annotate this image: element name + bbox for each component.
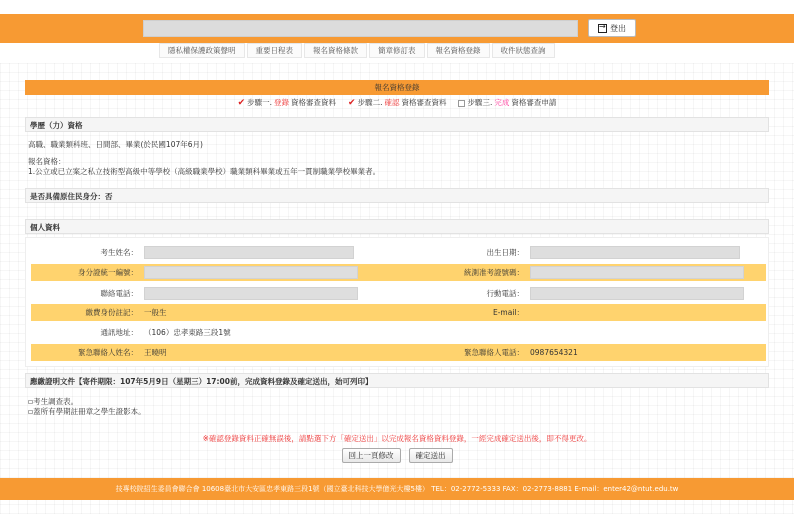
- table-row: [31, 304, 766, 321]
- step-2: [348, 96, 446, 110]
- step-1: [238, 96, 336, 110]
- value-email: [526, 304, 756, 321]
- table-row: [31, 244, 766, 261]
- nav-receipt-status[interactable]: 收件狀態查詢: [492, 43, 555, 58]
- step-3-suffix: 資格審查申請: [511, 98, 557, 107]
- logout-button[interactable]: [588, 19, 636, 37]
- step-1-prefix: 步驟一.: [247, 98, 273, 107]
- back-edit-button[interactable]: 回上一頁修改: [342, 448, 401, 463]
- education-status: 高職、職業類科班、日間部、畢業(於民國107年6月): [28, 140, 203, 149]
- aboriginal-status: 是否具備原住民身分：否: [25, 188, 769, 203]
- label-exam-ticket: 統測准考證號碼：: [464, 268, 524, 277]
- table-row: [31, 344, 766, 361]
- value-emergency-phone: 0987654321: [530, 348, 578, 357]
- check-icon: ✔: [348, 98, 356, 108]
- step-2-suffix: 資格審查資料: [401, 98, 447, 107]
- redacted-field: [144, 287, 358, 300]
- redacted-field: [144, 266, 358, 279]
- nav-registration[interactable]: 報名資格登錄: [427, 43, 490, 58]
- table-row: [31, 324, 766, 341]
- logout-label: 登出: [610, 23, 626, 33]
- step-1-highlight: 登錄: [274, 98, 290, 107]
- step-2-highlight: 確認: [384, 98, 400, 107]
- top-header: [0, 0, 794, 63]
- value-birthdate: [526, 244, 756, 261]
- value-fee-status: 一般生: [144, 308, 167, 317]
- documents-heading: 應繳證明文件【寄件期限：107年5月9日（星期三）17:00前，完成資料登錄及確定送出，始可列印】: [25, 373, 769, 388]
- redacted-field: [530, 266, 744, 279]
- redacted-field: [144, 246, 354, 259]
- step-3-prefix: 步驟三.: [467, 98, 493, 107]
- redacted-field: [530, 246, 740, 259]
- label-email: E-mail：: [492, 308, 524, 317]
- label-emergency-phone: 緊急聯絡人電話：: [464, 348, 524, 357]
- step-3-highlight: 完成: [494, 98, 510, 107]
- logout-icon: [598, 24, 607, 33]
- checkbox-empty-icon: [458, 100, 465, 107]
- page-title: 報名資格登錄: [25, 80, 769, 95]
- value-exam-ticket: [526, 264, 756, 281]
- check-icon: ✔: [237, 98, 246, 108]
- header-user-strip: [143, 20, 578, 37]
- value-emergency-name: 王曉明: [144, 348, 167, 357]
- label-emergency-name: 緊急聯絡人姓名：: [78, 348, 138, 357]
- step-1-suffix: 資格審查資料: [291, 98, 337, 107]
- label-address: 通訊地址：: [100, 328, 138, 337]
- education-heading: 學歷（力）資格: [25, 117, 769, 132]
- redacted-field: [530, 287, 744, 300]
- step-2-prefix: 步驟二.: [357, 98, 383, 107]
- value-id-number: [140, 264, 370, 281]
- footer: 技專校院招生委員會聯合會 10608臺北市大安區忠孝東路三段1號（國立臺北科技大學億光大樓5樓） TEL：02-2772-5333 FAX：02-2773-8881 E-mail：enter42@ntut.edu.tw: [0, 478, 794, 500]
- main-nav: [159, 43, 631, 58]
- action-buttons: [0, 448, 794, 463]
- value-mobile: [526, 285, 756, 302]
- value-name: [140, 244, 370, 261]
- step-3: [458, 96, 556, 110]
- nav-eligibility[interactable]: 報名資格條款: [304, 43, 367, 58]
- eligibility-label: 報名資格：: [28, 157, 66, 166]
- label-mobile: 行動電話：: [486, 289, 524, 298]
- nav-schedule[interactable]: 重要日程表: [247, 43, 303, 58]
- nav-revisions[interactable]: 簡章修訂表: [369, 43, 425, 58]
- document-item: ▫考生調查表。: [28, 397, 79, 406]
- table-row: [31, 264, 766, 281]
- label-fee-status: 繳費身份註記：: [85, 308, 138, 317]
- personal-info-heading: 個人資料: [25, 219, 769, 234]
- step-indicator: [25, 96, 769, 110]
- label-name: 考生姓名：: [100, 248, 138, 257]
- value-address: （106）忠孝東路三段1號: [144, 328, 231, 337]
- document-item: ▫蓋所有學期註冊章之學生證影本。: [28, 407, 146, 416]
- confirm-notice: ※確認登錄資料正確無誤後，請點選下方「確定送出」以完成報名資格資料登錄，一經完成確定送出後，即不得更改。: [202, 434, 592, 443]
- nav-privacy[interactable]: 隱私權保護政策聲明: [159, 43, 245, 58]
- eligibility-text: 1.公立或已立案之私立技術型高級中等學校（高級職業學校）職業類科畢業或五年一貫制職業學校畢業者。: [28, 167, 381, 176]
- label-phone: 聯絡電話：: [100, 289, 138, 298]
- label-id-number: 身分證統一編號：: [78, 268, 138, 277]
- value-phone: [140, 285, 370, 302]
- label-birthdate: 出生日期：: [486, 248, 524, 257]
- table-row: [31, 285, 766, 302]
- submit-button[interactable]: 確定送出: [409, 448, 453, 463]
